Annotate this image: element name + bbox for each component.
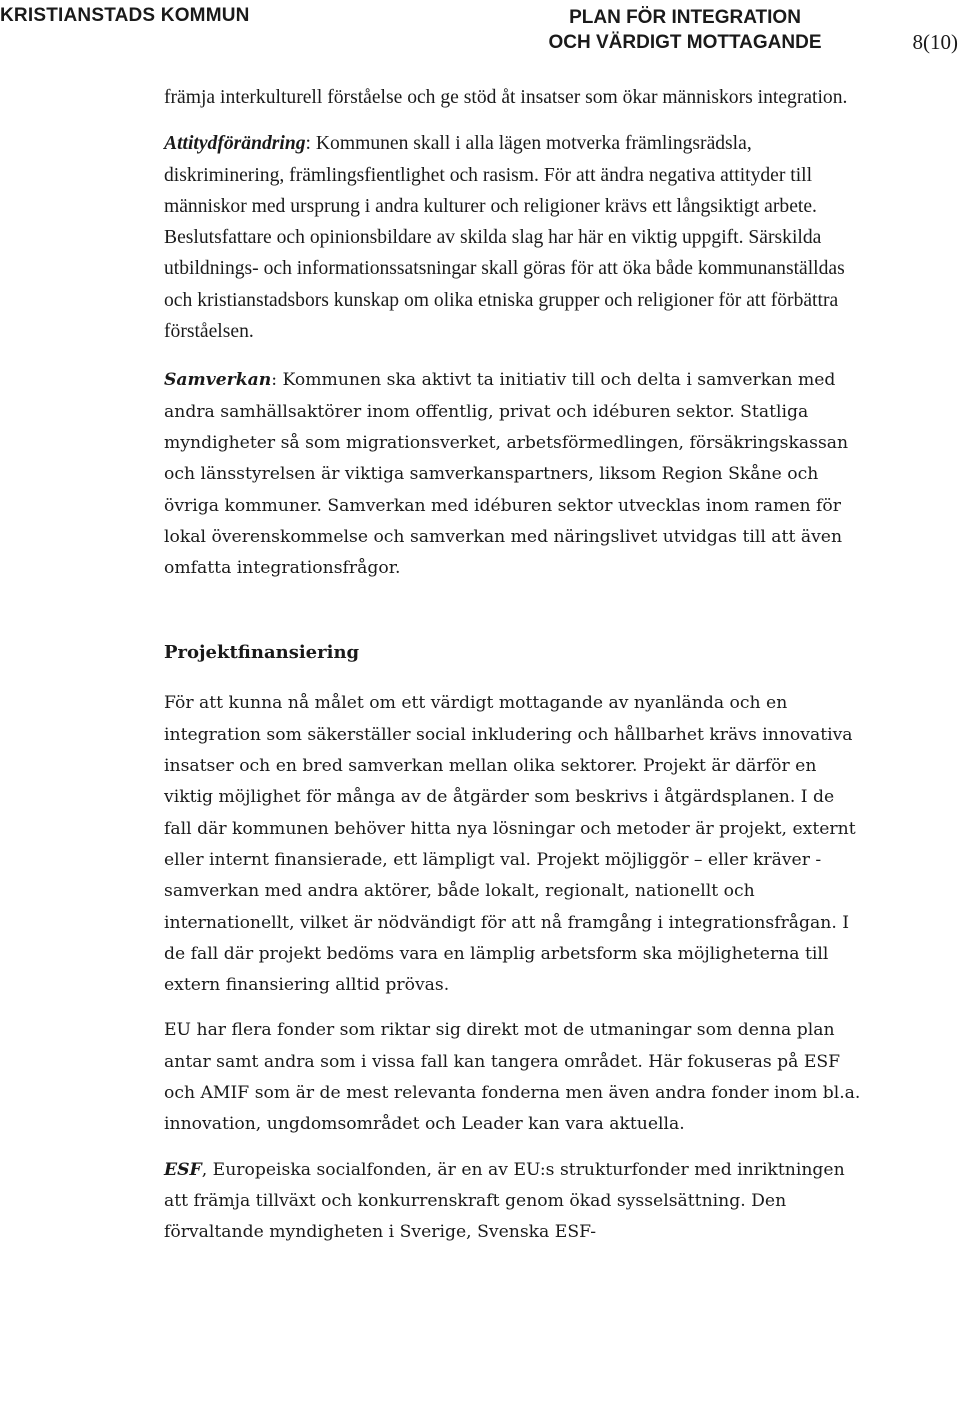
paragraph-esf (164, 1155, 864, 1249)
document-title (515, 5, 855, 55)
section-main (164, 347, 864, 1248)
document-title-line-1: PLAN FÖR INTEGRATION (569, 7, 801, 28)
text-esf: , Europeiska socialfonden, är en av EU:s strukturfonder med inriktningen att främja tillväxt och konkurrenskraft genom ökad sysselsättning. Den förvaltande myndigheten i Sverige, Svenska ESF- (164, 1159, 845, 1243)
document-title-line-2: OCH VÄRDIGT MOTTAGANDE (548, 32, 822, 53)
term-esf: ESF (164, 1159, 202, 1180)
section-intro (164, 82, 864, 347)
term-samverkan: Samverkan (164, 370, 272, 391)
document-body (164, 82, 864, 1249)
text-attitydforandring: : Kommunen skall i alla lägen motverka främlingsrädsla, diskriminering, främlingsfientlighet och rasism. För att ändra negativa attityder till människor med ursprung i andra kulturer och religioner krävs ett långsiktigt arbete. Beslutsfattare och opinionsbildare av skilda slag har här en viktig uppgift. Särskilda utbildnings- och informationssatsningar skall göras för att öka både kommunanställdas och kristianstadsbors kunskap om olika etniska grupper och religioner för att förbättra förståelsen. (164, 133, 845, 343)
paragraph-projekt: För att kunna nå målet om ett värdigt mottagande av nyanlända och en integration som säkerställer social inkludering och hållbarhet krävs innovativa insatser och en bred samverkan mellan olika sektorer. Projekt är därför en viktig möjlighet för många av de åtgärder som beskrivs i åtgärdsplanen. I de fall där kommunen behöver hitta nya lösningar och metoder är projekt, externt eller internt finansierade, ett lämpligt val. Projekt möjliggör – eller kräver - samverkan med andra aktörer, både lokalt, regionalt, nationellt och internationellt, vilket är nödvändigt för att nå framgång i integrationsfrågan. I de fall där projekt bedöms vara en lämplig arbetsform ska möjligheterna till extern finansiering alltid prövas. (164, 693, 856, 996)
term-attitydforandring: Attitydförändring (164, 133, 306, 155)
paragraph-intro: främja interkulturell förståelse och ge stöd åt insatser som ökar människors integration. (164, 87, 848, 108)
text-samverkan: : Kommunen ska aktivt ta initiativ till och delta i samverkan med andra samhällsaktörer inom offentlig, privat och idéburen sektor. Statliga myndigheter så som migrationsverket, arbetsförmedlingen, försäkringskassan och länsstyrelsen är viktiga samverkanspartners, liksom Region Skåne och övriga kommuner. Samverkan med idéburen sektor utvecklas inom ramen för lokal överenskommelse och samverkan med näringslivet utvidgas till att även omfatta integrationsfrågor. (164, 370, 849, 579)
heading-projektfinansiering: Projektfinansiering (164, 642, 360, 664)
paragraph-samverkan (164, 365, 864, 584)
paragraph-attitydforandring (164, 128, 864, 347)
organization-name: KRISTIANSTADS KOMMUN (0, 5, 250, 26)
paragraph-eu-fonder: EU har flera fonder som riktar sig direkt mot de utmaningar som denna plan antar samt andra som i vissa fall kan tangera området. Här fokuseras på ESF och AMIF som är de mest relevanta fonderna men även andra fonder inom bl.a. innovation, ungdomsområdet och Leader kan vara aktuella. (164, 1020, 861, 1135)
page-number: 8(10) (912, 30, 958, 54)
